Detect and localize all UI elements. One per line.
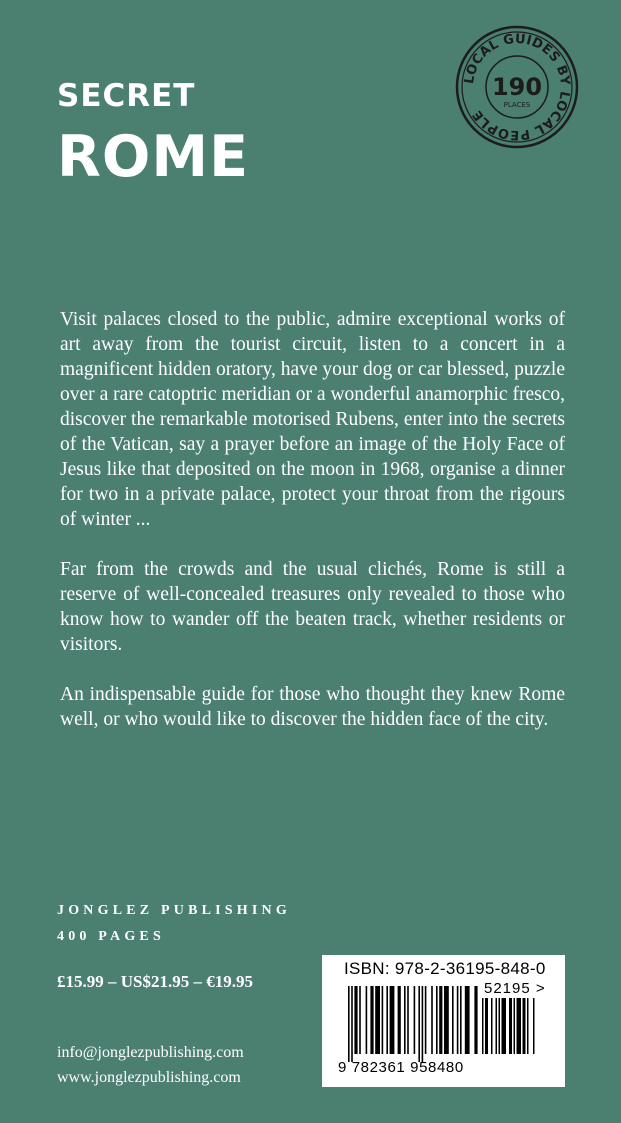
local-guides-stamp — [455, 25, 579, 149]
barcode-bar — [491, 998, 493, 1054]
barcode-bar — [509, 998, 512, 1054]
stamp-count-label: PLACES — [503, 101, 531, 109]
addon-digits: 52195 > — [484, 980, 546, 997]
barcode-bar — [457, 986, 459, 1054]
barcode-bar — [431, 986, 433, 1054]
ean13-barcode — [348, 986, 478, 1062]
stamp-count: 190 — [491, 73, 543, 101]
barcode-bar — [439, 986, 442, 1054]
contact-email[interactable]: info@jonglezpublishing.com — [57, 1044, 244, 1061]
blurb-paragraph: Visit palaces closed to the public, admire exceptional works of art away from the tourist circuit, listen to a concert in a magnificent hidden oratory, have your dog or car blessed, puzzle over a rare catoptric meridian or a wonderful anamorphic fresco, discover the remarkable motorised Rubens, enter into the secrets of the Vatican, say a prayer before an image of the Holy Face of Jesus like that deposited on the moon in 1968, organise a dinner for two in a private palace, protect your throat from the rigours of winter ... — [60, 309, 566, 530]
contact-website[interactable]: www.jonglezpublishing.com — [57, 1069, 241, 1086]
barcode-bar — [460, 986, 462, 1054]
barcode-bar — [382, 986, 384, 1054]
barcode-bar — [436, 986, 438, 1054]
stamp-arc-text: LOCAL GUIDES BY LOCAL PEOPLE — [462, 31, 573, 143]
barcode-bar — [533, 998, 535, 1054]
barcode-bar — [375, 986, 380, 1054]
barcode-bar — [482, 998, 484, 1054]
barcode-bar — [354, 986, 357, 1054]
back-cover-blurb — [60, 307, 565, 757]
barcode-panel — [322, 955, 565, 1087]
barcode-bar — [359, 986, 361, 1054]
barcode-bar — [465, 986, 470, 1054]
barcode-bar — [404, 986, 406, 1054]
barcode-bar — [514, 998, 516, 1054]
barcode-digits: 9 782361 958480 — [338, 1059, 464, 1076]
addon-barcode — [482, 998, 540, 1062]
barcode-bar — [523, 998, 526, 1054]
barcode-bar — [425, 986, 427, 1054]
barcode-bar — [444, 986, 449, 1054]
barcode-bar — [502, 998, 507, 1054]
barcode-bar — [366, 986, 368, 1054]
contact-block — [57, 1040, 244, 1090]
publisher-block — [57, 898, 291, 950]
page-count: 400 PAGES — [57, 929, 165, 944]
barcode-bar — [351, 986, 353, 1062]
barcode-bar — [485, 998, 488, 1054]
barcode-bar — [390, 986, 395, 1054]
city-title: ROME — [57, 124, 250, 190]
barcode-bar — [370, 986, 373, 1054]
publisher-name: JONGLEZ PUBLISHING — [57, 903, 291, 918]
barcode-bar — [407, 986, 409, 1054]
price-line: £15.99 – US$21.95 – €19.95 — [57, 972, 253, 991]
blurb-paragraph: Far from the crowds and the usual clichés, Rome is still a reserve of well-concealed treasures only revealed to those who know how to wander off the beaten track, whether residents or visitors. — [60, 559, 565, 655]
barcode-bar — [398, 986, 401, 1054]
blurb-paragraph: An indispensable guide for those who thought they knew Rome well, or who would like to discover the hidden face of the city. — [60, 684, 565, 730]
barcode-bar — [418, 986, 420, 1062]
barcode-bar — [348, 986, 350, 1062]
barcode-bar — [414, 986, 416, 1054]
barcode-bar — [517, 998, 522, 1054]
barcode-bar — [422, 986, 424, 1062]
barcode-bar — [452, 986, 454, 1054]
barcode-bar — [386, 986, 388, 1054]
series-word: SECRET — [57, 78, 196, 114]
barcode-bar — [527, 998, 529, 1054]
barcode-bar — [496, 998, 498, 1054]
barcode-bar — [474, 986, 477, 1054]
barcode-bar — [499, 998, 501, 1054]
isbn-label: ISBN: 978-2-36195-848-0 — [344, 959, 546, 978]
